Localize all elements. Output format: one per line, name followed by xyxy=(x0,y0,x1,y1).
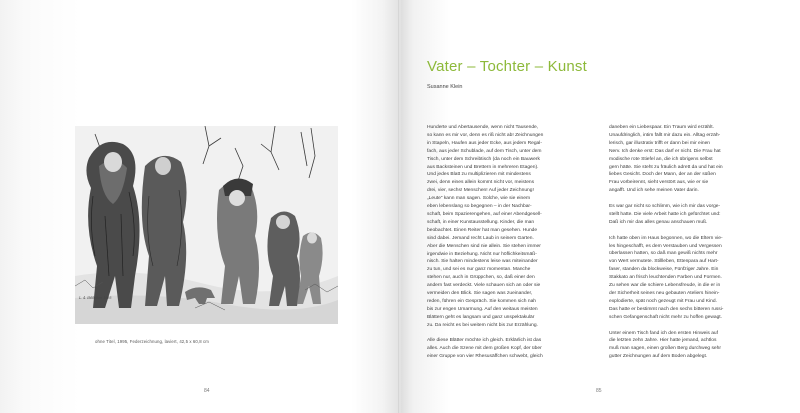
text-column-1 xyxy=(427,124,583,369)
article-title: Vater – Tochter – Kunst xyxy=(427,58,587,75)
artist-signature: L. 4. Iblibchen 1995 xyxy=(79,296,112,300)
paragraph: Alle diese Blätter möchte ich gleich. Erklärlich ist das alles. Auch die Szene mit dem großen Kopf, der über einer Gruppe von vier Rhesusäffchen schwebt, gleich xyxy=(427,338,543,360)
paragraph: daneben ein Liebespaar. Ein Traum wird erzählt. Unaufdringlich, intim fällt mir dazu ein. Alltag erzäh- lerisch, gar illustrativ trifft er dann bei mir einen Nerv. Ich denke erst: Das darf er nicht. Die Frau hat modische rote Stiefel an, die ich übrigens selbst gern hätte. Sie steht zu fräulich adrett da und hat ein liebes Gesicht. Doch der Mann, der an der süßen Frau vorbeirennt, sieht verstört aus, wie er sie angafft. Und ich sehe meinen Vater darin. xyxy=(609,125,723,194)
page-number-right: 85 xyxy=(596,388,602,394)
left-page xyxy=(0,0,399,413)
text-column-2 xyxy=(609,124,765,369)
ink-drawing-figures-icon xyxy=(75,126,338,324)
paragraph: Ich hatte oben im Haus begonnen, wo die Eltern vie- les hingeschafft, es dem Verstauben und Vergessen überlassen hatten, so daß man gewiß nichts mehr von Wert vermutete. Stillleben, Ettenpara auf Hart- faser, standen da blockweise, Fünfziger Jahre. Ein Stakkato an frisch leuchtenden Farben und Formen. Zu sehen war die schiere Lebensfreude, in die er in der Sicherheit seines neu gebauten Ateliers hinein- explodierte, spät noch gezeugt mit Frau und Kind. Das hatte er bestimmt nach den sechs bitteren russi- schen Gefangenschaft nicht mehr zu hoffen gewagt. xyxy=(609,235,724,320)
paragraph: Es war gar nicht so schlimm, wie ich mir das vorge- stellt hatte. Die viele Arbeit hatte ich gefürchtet und: Daß ich mir das alles genau anschauen muß. xyxy=(609,204,721,225)
artwork-image xyxy=(75,126,338,324)
artwork-caption: ohne Titel, 1995, Federzeichnung, laviert, 42,5 x 60,8 cm xyxy=(95,339,209,344)
paragraph: Unter einem Tisch fand ich den ersten Hinweis auf die letzten zehn Jahre. Hier hatte jemand, achtlos muß man sagen, einen großen Berg durchweg sehr gutter Zeichnungen auf dem Boden abgelegt. xyxy=(609,330,722,360)
article-author: Susanne Klein xyxy=(427,84,463,90)
paragraph: Hunderte und Abertausende, wenn nicht Tausende, so kann es mir vor, denn es riß nicht ab! Zeichnungen in Stapeln, Haufen aus jeder Ecke, aus jedem Regal- fach, aus jeder Schublade, auf dem Tisch, unter dem Tisch, unter dem Schreibtisch (da noch ein Bauwerk aus Backsteinen und Brettern in mehreren Etagen). Und jedes Blatt zu multiplizieren mit mindestens zwei, denn eines allein kommt nicht vor, meistens drei, vier, sechs! Menschen! Auf jeder Zeichnung! „Leute“ kann man sagen. Solche, wie sie einem eben lebenslang so begegnen – in der Nachbar- schaft, beim Spazierengehen, auf einer Abendgesell- schaft, in einer Kunstausstellung. Kinder, die man beobachtet. Einen Reiter hat man gesehen. Hunde sind dabei. Jemand recht Laub in seinem Garten. Aber die Menschen sind nie allein. Sie stehen immer irgendwie in Beziehung. Nicht nur höflichkeitsmäß- nisch. Sie halten mindestens leise was miteinander zu tun, und sei es nur ganz momentan. Manche stehen nur, auch in Grüppchen, so, daß einer den andern fast verdeckt. Viele schauen sich an oder sie vermeiden den Blick. Sie sagen was zueinander, reden, führen ein Gespräch. Sie kommen sich nah bis zur engen Umarmung. Auf den weitaus meisten Blättern geht es langsam und ganz unspektakulär zu. Da reicht es bei weitem nicht bis zur Erzählung. xyxy=(427,125,544,328)
page-number-left: 84 xyxy=(204,388,210,394)
